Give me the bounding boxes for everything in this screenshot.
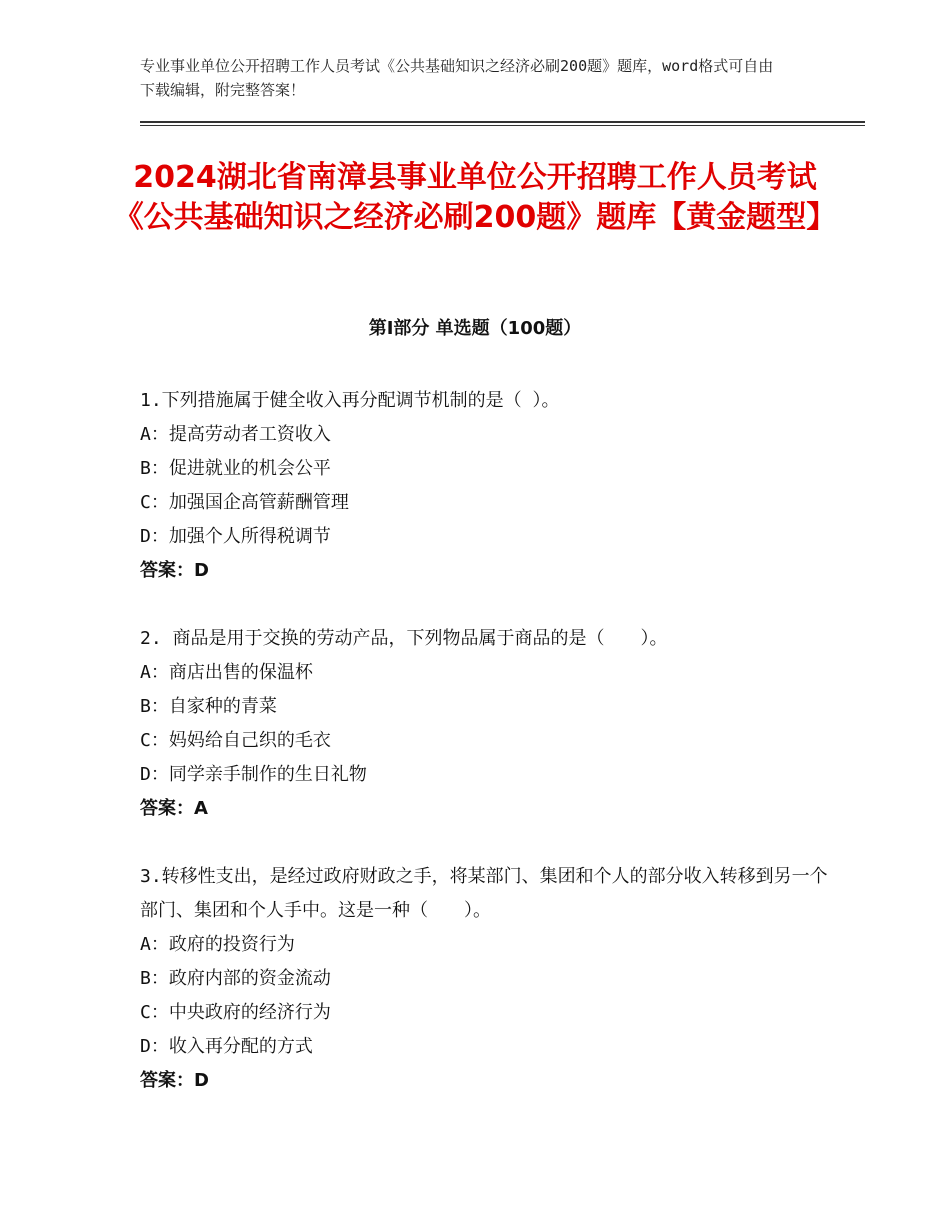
answer: 答案：D [140,1070,209,1091]
option-a: A：提高劳动者工资收入 [140,424,331,445]
header-rule-thin [140,125,865,126]
question-list [140,384,830,1132]
answer: 答案：D [140,560,209,581]
question-stem: 3.转移性支出，是经过政府财政之手，将某部门、集团和个人的部分收入转移到另一个部门、集团和个人手中。这是一种（ ）。 [140,866,828,921]
option-b: B：促进就业的机会公平 [140,458,331,479]
option-d: D：加强个人所得税调节 [140,526,331,547]
option-d: D：同学亲手制作的生日礼物 [140,764,367,785]
header-note: 专业事业单位公开招聘工作人员考试《公共基础知识之经济必刷200题》题库，word格式可自由下载编辑，附完整答案！ [140,57,774,99]
question-2 [140,622,830,826]
question-3 [140,860,830,1098]
question-stem: 2. 商品是用于交换的劳动产品，下列物品属于商品的是（ ）。 [140,628,668,649]
question-stem: 1.下列措施属于健全收入再分配调节机制的是（ ）。 [140,390,560,411]
option-a: A：政府的投资行为 [140,934,295,955]
option-c: C：妈妈给自己织的毛衣 [140,730,331,751]
section-heading: 第Ⅰ部分 单选题（100题） [368,318,582,339]
option-c: C：中央政府的经济行为 [140,1002,331,1023]
option-c: C：加强国企高管薪酬管理 [140,492,349,513]
answer: 答案：A [140,798,208,819]
option-b: B：自家种的青菜 [140,696,277,717]
option-b: B：政府内部的资金流动 [140,968,331,989]
header-rule-thick [140,121,865,123]
option-d: D：收入再分配的方式 [140,1036,313,1057]
question-1 [140,384,830,588]
document-title: 2024湖北省南漳县事业单位公开招聘工作人员考试《公共基础知识之经济必刷200题》题库【黄金题型】 [113,160,837,235]
option-a: A：商店出售的保温杯 [140,662,313,683]
